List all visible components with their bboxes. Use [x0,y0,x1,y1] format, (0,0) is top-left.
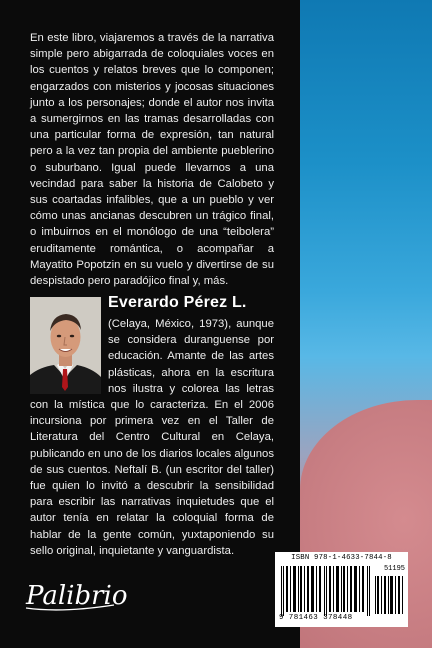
photo-text-wrap [30,316,108,394]
price-code: 51195 [383,565,405,573]
isbn-barcode [275,552,408,627]
author-bio-paragraph [30,316,274,559]
barcode-main-bars [281,566,373,616]
barcode-digits: 9 781463 378448 [279,614,353,622]
barcode-addon-bars [375,576,405,614]
author-name: Everardo Pérez L. [108,294,247,311]
book-blurb: En este libro, viajaremos a través de la narrativa simple pero abigarrada de coloquiales voces en los cuentos y relatos breves que lo componen; engarzados con misterios y jocosas situaciones junto a los personajes; donde el autor nos invita a sumergirnos en las tramas desarrolladas con una particular forma de expresión, tan natural pero a la vez tan propia del ambiente pueblerino o suburbano. Igual puede llevarnos a una vecindad para saber la historia de Calobeto y sus coartadas infalibles, que a un pueblo y ver cómo unas ancianas descubren un trágico final, o imbuirnos en el monólogo de una “teibolera” eruditamente romántica, o acompañar a Mayatito Popotzin en su vuelo y divertirse de su despistado pero paradójico final y, más. [30,32,274,288]
author-bio: (Celaya, México, 1973), aunque se considera duranguense por educación. Amante de las artes plásticas, ahora en la escritura nos ilustra y colorea las letras con la mística que lo caracteriza. En el 2006 incursiona por primera vez en el Taller de Literatura del Centro Cultural en Celaya, publicando en uno de los diarios locales algunos de sus cuentos. Neftalí B. (un escritor del taller) fue quien lo invitó a descubrir la sensibilidad para escribir las narrativas inquietudes que el autor tenía en relatar la coloquial forma de hablar de la gente común, yuxtaponiendo su sello original, inquietante y vanguardista. [30,318,274,557]
palibrio-logo-text: Palibrio [26,581,128,611]
palibrio-logo [22,578,132,614]
isbn-number: ISBN 978-1-4633-7844-8 [291,554,392,562]
